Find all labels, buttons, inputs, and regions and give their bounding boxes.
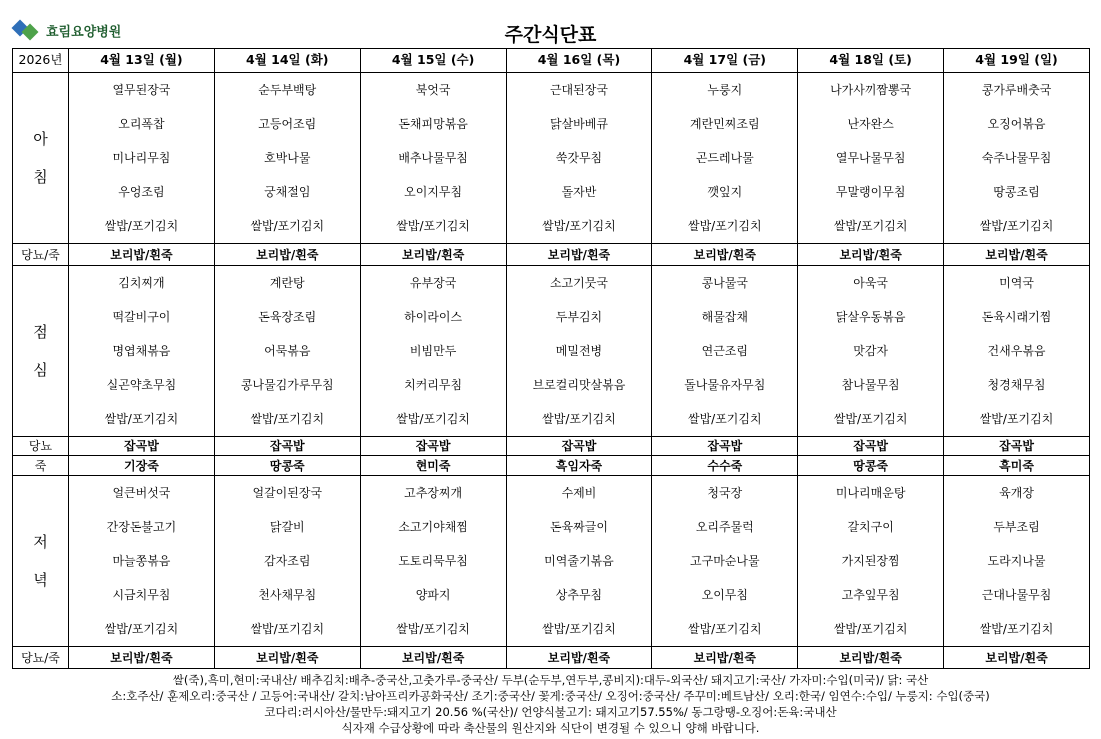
diet-cell: 잡곡밥 (69, 437, 215, 456)
diet-cell: 보리밥/흰죽 (214, 244, 360, 266)
dinner-menu-cell (360, 476, 506, 647)
menu-item: 미나리무침 (112, 151, 171, 165)
menu-item: 얼갈이된장국 (252, 486, 323, 500)
menu-item: 쌀밥/포기김치 (833, 412, 908, 426)
menu-item: 쌀밥/포기김치 (104, 412, 179, 426)
menu-item: 쌀밥/포기김치 (979, 219, 1054, 233)
diet-cell: 흑미죽 (944, 456, 1090, 476)
menu-item: 쌀밥/포기김치 (687, 219, 762, 233)
menu-item: 감자조림 (264, 554, 311, 568)
dinner-menu-cell (506, 476, 652, 647)
breakfast-menu-cell (652, 73, 798, 244)
dinner-label (13, 476, 69, 647)
lunch-menu-cell (944, 266, 1090, 437)
year-cell: 2026년 (13, 49, 69, 73)
dinner-menu-cell (69, 476, 215, 647)
menu-item: 천사채무침 (258, 588, 317, 602)
diet-cell: 수수죽 (652, 456, 798, 476)
menu-item: 콩나물국 (701, 276, 748, 290)
menu-item: 근대된장국 (549, 83, 608, 97)
dinner-menu-cell (214, 476, 360, 647)
menu-item: 호박나물 (264, 151, 311, 165)
diet-cell: 땅콩죽 (798, 456, 944, 476)
dinner-diet-row (13, 647, 1090, 669)
menu-item: 간장돈불고기 (106, 520, 177, 534)
dinner-row (13, 476, 1090, 647)
day-header: 4월 19일 (일) (944, 49, 1090, 73)
menu-item: 해물잡채 (701, 310, 748, 324)
menu-item: 수제비 (561, 486, 597, 500)
diet-cell: 잡곡밥 (944, 437, 1090, 456)
menu-item: 무말랭이무침 (835, 185, 906, 199)
lunch-menu-cell (798, 266, 944, 437)
menu-item: 도토리묵무침 (398, 554, 468, 568)
menu-item: 오징어볶음 (987, 117, 1046, 131)
menu-item: 쌀밥/포기김치 (104, 219, 179, 233)
diet-cell: 보리밥/흰죽 (506, 647, 652, 669)
meal-label-char: 저 (33, 532, 48, 551)
diet-cell: 보리밥/흰죽 (944, 647, 1090, 669)
diet-cell: 보리밥/흰죽 (944, 244, 1090, 266)
menu-item: 닭살바베큐 (549, 117, 608, 131)
menu-item: 명엽채볶음 (112, 344, 171, 358)
breakfast-menu-cell (506, 73, 652, 244)
menu-item: 오이지무침 (404, 185, 463, 199)
menu-item: 쌀밥/포기김치 (833, 622, 908, 636)
menu-item: 쑥갓무침 (555, 151, 603, 165)
menu-item: 쌀밥/포기김치 (250, 412, 325, 426)
diet-cell: 보리밥/흰죽 (652, 244, 798, 266)
menu-table (12, 48, 1090, 669)
menu-item: 곤드레나물 (695, 151, 754, 165)
menu-item: 하이라이스 (404, 310, 463, 324)
dinner-menu-cell (652, 476, 798, 647)
menu-item: 쌀밥/포기김치 (833, 219, 908, 233)
menu-item: 건새우볶음 (987, 344, 1046, 358)
menu-item: 궁채절임 (264, 185, 311, 199)
diet-cell: 땅콩죽 (214, 456, 360, 476)
menu-item: 비빔만두 (409, 344, 457, 358)
menu-item: 유부장국 (409, 276, 457, 290)
menu-item: 소고기뭇국 (549, 276, 608, 290)
note-line: 코다리:러시아산/물만두:돼지고기 20.56 %(국산)/ 언양식불고기: 돼지고기57.55%/ 동그랑땡-오징어:돈육:국내산 (264, 705, 837, 719)
origin-notes (0, 672, 1101, 736)
menu-item: 나가사끼짬뽕국 (830, 83, 912, 97)
menu-item: 쌀밥/포기김치 (250, 622, 325, 636)
menu-item: 치커리무침 (404, 378, 463, 392)
menu-item: 맛감자 (853, 344, 889, 358)
menu-item: 쌀밥/포기김치 (979, 622, 1054, 636)
diet-cell: 보리밥/흰죽 (69, 244, 215, 266)
diet-cell: 보리밥/흰죽 (360, 244, 506, 266)
diet-cell: 잡곡밥 (506, 437, 652, 456)
menu-item: 땅콩조림 (993, 185, 1040, 199)
menu-item: 쌀밥/포기김치 (542, 622, 616, 636)
menu-item: 돈육시래기찜 (981, 310, 1052, 324)
day-header: 4월 14일 (화) (214, 49, 360, 73)
menu-item: 돈육장조림 (258, 310, 317, 324)
meal-label-char: 아 (33, 129, 48, 148)
menu-item: 쌀밥/포기김치 (250, 219, 325, 233)
diet-cell: 현미죽 (360, 456, 506, 476)
meal-label-char: 심 (33, 361, 48, 379)
diet-cell: 흑임자죽 (506, 456, 652, 476)
menu-item: 쌀밥/포기김치 (396, 412, 470, 426)
diet-cell: 잡곡밥 (652, 437, 798, 456)
menu-item: 상추무침 (555, 588, 603, 602)
diet-cell: 보리밥/흰죽 (360, 647, 506, 669)
menu-item: 쌀밥/포기김치 (542, 412, 616, 426)
breakfast-menu-cell (214, 73, 360, 244)
menu-item: 떡갈비구이 (112, 310, 171, 324)
day-header: 4월 16일 (목) (506, 49, 652, 73)
menu-item: 콩나물김가루무침 (240, 378, 334, 392)
menu-item: 깻잎지 (707, 185, 743, 199)
menu-item: 돈채피망볶음 (398, 117, 468, 131)
menu-item: 돈육짜글이 (549, 520, 608, 534)
menu-item: 소고기야채찜 (398, 520, 468, 534)
meal-label-char: 점 (33, 322, 48, 341)
diet-label: 당뇨 (13, 437, 69, 456)
note-line: 식자재 수급상황에 따라 축산물의 원산지와 식단이 변경될 수 있으니 양해 바랍니다. (341, 721, 760, 735)
menu-item: 배추나물무침 (398, 151, 468, 165)
menu-item: 쌀밥/포기김치 (396, 219, 470, 233)
day-header: 4월 13일 (월) (69, 49, 215, 73)
menu-item: 난자완스 (847, 117, 894, 131)
diet-label: 당뇨/죽 (13, 647, 69, 669)
diet-cell: 잡곡밥 (798, 437, 944, 456)
menu-item: 얼큰버섯국 (112, 486, 171, 500)
diet-cell: 보리밥/흰죽 (652, 647, 798, 669)
menu-item: 시금치무침 (112, 588, 171, 602)
meal-label-char: 녁 (33, 571, 48, 589)
menu-item: 열무된장국 (112, 83, 171, 97)
lunch-menu-cell (69, 266, 215, 437)
menu-item: 쌀밥/포기김치 (687, 622, 762, 636)
diet-cell: 보리밥/흰죽 (214, 647, 360, 669)
lunch-menu-cell (360, 266, 506, 437)
menu-item: 쌀밥/포기김치 (687, 412, 762, 426)
lunch-menu-cell (506, 266, 652, 437)
menu-item: 양파지 (415, 588, 451, 602)
header-row (13, 49, 1090, 73)
day-header: 4월 15일 (수) (360, 49, 506, 73)
menu-item: 브로컬리맛살볶음 (532, 378, 626, 392)
menu-item: 마늘쫑볶음 (112, 554, 171, 568)
menu-item: 아욱국 (853, 276, 889, 290)
menu-item: 쌀밥/포기김치 (979, 412, 1054, 426)
note-line: 쌀(죽),흑미,현미:국내산/ 배추김치:배추-중국산,고춧가루-중국산/ 두부(순두부,연두부,콩비지):대두-외국산/ 돼지고기:국산/ 가자미:수입(미국)/ 닭: 국산 (172, 673, 929, 687)
breakfast-menu-cell (69, 73, 215, 244)
menu-item: 고구마순나물 (690, 554, 760, 568)
menu-item: 쌀밥/포기김치 (104, 622, 179, 636)
breakfast-menu-cell (798, 73, 944, 244)
menu-item: 갈치구이 (847, 520, 894, 534)
menu-item: 오이무침 (701, 588, 748, 602)
breakfast-row (13, 73, 1090, 244)
lunch-porridge-row (13, 456, 1090, 476)
menu-item: 열무나물무침 (835, 151, 906, 165)
menu-item: 북엇국 (415, 83, 451, 97)
note-line: 소:호주산/ 훈제오리:중국산 / 고등어:국내산/ 갈치:남아프리카공화국산/ 조기:중국산/ 꽃게:중국산/ 오징어:중국산/ 주꾸미:베트남산/ 오리:한국/ 임연수:수입/ 누룽지: 수입(중국) (111, 689, 990, 703)
diet-cell: 보리밥/흰죽 (798, 647, 944, 669)
menu-item: 순두부백탕 (258, 83, 317, 97)
menu-item: 두부조림 (993, 520, 1040, 534)
menu-item: 콩가루배춧국 (981, 83, 1052, 97)
lunch-row (13, 266, 1090, 437)
lunch-diabetes-row (13, 437, 1090, 456)
menu-item: 어묵볶음 (264, 344, 311, 358)
menu-item: 참나물무침 (841, 378, 900, 392)
diet-cell: 잡곡밥 (360, 437, 506, 456)
lunch-menu-cell (652, 266, 798, 437)
menu-item: 돌나물유자무침 (684, 378, 766, 392)
diet-label: 당뇨/죽 (13, 244, 69, 266)
menu-item: 고추장찌개 (404, 486, 463, 500)
menu-item: 김치찌개 (118, 276, 165, 290)
menu-item: 돌자반 (561, 185, 597, 199)
dinner-menu-cell (944, 476, 1090, 647)
menu-item: 오리주물럭 (695, 520, 754, 534)
page-title: 주간식단표 (504, 24, 597, 46)
menu-item: 근대나물무침 (981, 588, 1052, 602)
menu-item: 닭갈비 (269, 520, 305, 534)
diet-cell: 잡곡밥 (214, 437, 360, 456)
menu-item: 청국장 (707, 486, 743, 500)
menu-item: 미역줄기볶음 (544, 554, 614, 568)
breakfast-diet-row (13, 244, 1090, 266)
menu-item: 계란탕 (269, 276, 305, 290)
lunch-label (13, 266, 69, 437)
menu-item: 두부김치 (555, 310, 603, 324)
menu-item: 계란민찌조림 (690, 117, 760, 131)
menu-item: 쌀밥/포기김치 (542, 219, 616, 233)
menu-item: 누룽지 (707, 83, 743, 97)
diet-cell: 기장죽 (69, 456, 215, 476)
menu-item: 닭살우동볶음 (835, 310, 906, 324)
day-header: 4월 18일 (토) (798, 49, 944, 73)
diet-cell: 보리밥/흰죽 (69, 647, 215, 669)
menu-item: 미역국 (999, 276, 1034, 290)
menu-item: 오리폭찹 (118, 117, 165, 131)
hospital-name: 효림요양병원 (46, 24, 122, 40)
menu-item: 메밀전병 (555, 344, 603, 358)
breakfast-menu-cell (944, 73, 1090, 244)
menu-item: 연근조림 (701, 344, 748, 358)
menu-item: 미나리매운탕 (835, 486, 906, 500)
menu-item: 청경채무침 (987, 378, 1046, 392)
menu-item: 고추잎무침 (841, 588, 900, 602)
menu-item: 가지된장찜 (841, 554, 900, 568)
menu-item: 고등어조림 (258, 117, 317, 131)
menu-item: 도라지나물 (987, 554, 1046, 568)
breakfast-menu-cell (360, 73, 506, 244)
menu-item: 육개장 (999, 486, 1034, 500)
diet-cell: 보리밥/흰죽 (798, 244, 944, 266)
menu-item: 숙주나물무침 (981, 151, 1052, 165)
menu-item: 우엉조림 (118, 185, 165, 199)
menu-item: 실곤약초무침 (106, 378, 177, 392)
diet-cell: 보리밥/흰죽 (506, 244, 652, 266)
breakfast-label (13, 73, 69, 244)
diet-label: 죽 (13, 456, 69, 476)
dinner-menu-cell (798, 476, 944, 647)
day-header: 4월 17일 (금) (652, 49, 798, 73)
lunch-menu-cell (214, 266, 360, 437)
menu-item: 쌀밥/포기김치 (396, 622, 470, 636)
meal-label-char: 침 (33, 168, 48, 186)
